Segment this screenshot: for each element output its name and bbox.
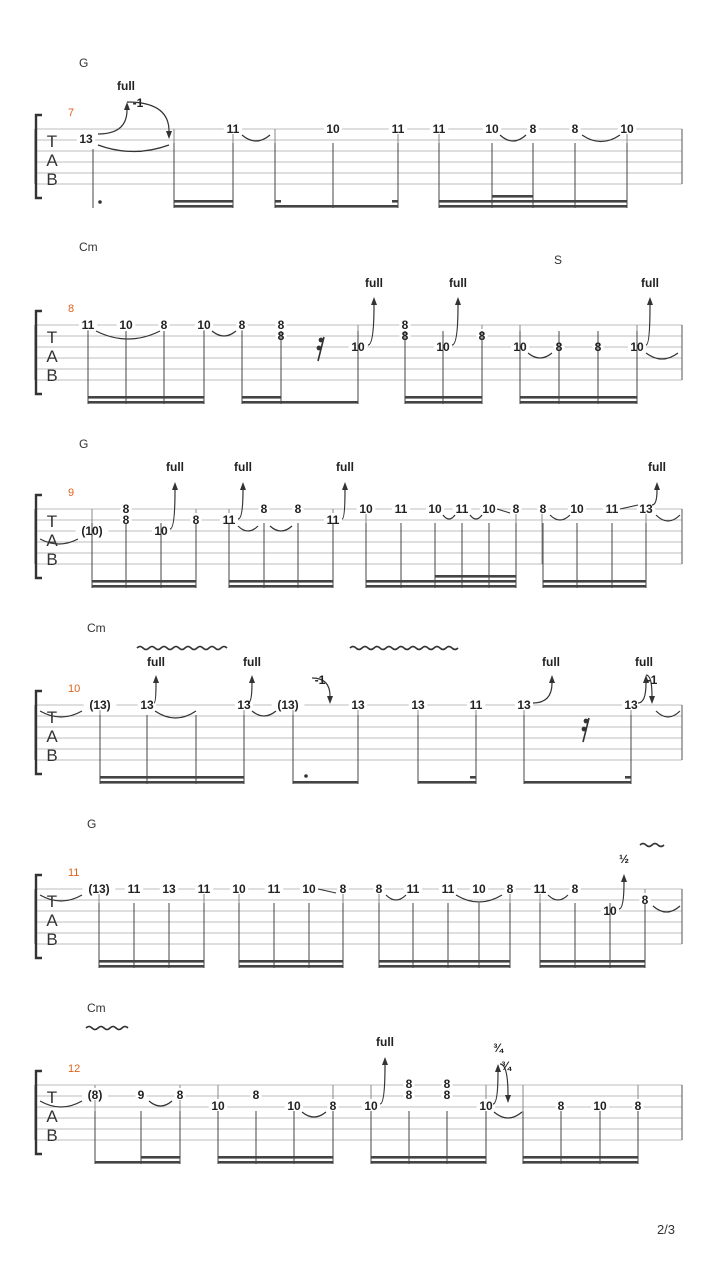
bend-arrowhead: [124, 102, 130, 110]
fret-number: 11: [326, 513, 340, 527]
fret-number: 8: [405, 1088, 413, 1102]
bend-label: full: [365, 276, 383, 290]
note-beam: [625, 776, 631, 779]
fret-number: 8: [594, 340, 602, 354]
note-beam: [379, 965, 510, 968]
note-beam: [392, 200, 398, 203]
note-beam: [540, 960, 645, 963]
vibrato-mark: [640, 844, 664, 847]
note-beam: [439, 205, 627, 208]
release-arrowhead: [166, 131, 172, 139]
fret-number: 13: [517, 698, 531, 712]
note-beam: [92, 580, 196, 583]
fret-number: 10: [302, 882, 316, 896]
vibrato-mark: [350, 647, 458, 650]
bend-label: full: [635, 655, 653, 669]
system-bracket: [36, 875, 42, 958]
tab-clef-b: B: [46, 366, 58, 385]
tab-clef-t: T: [46, 708, 58, 727]
tab-clef-b: B: [46, 170, 58, 189]
bend-arrowhead: [455, 297, 461, 305]
fret-number: 11: [406, 882, 420, 896]
dot: [98, 200, 102, 204]
note-beam: [242, 401, 358, 404]
tab-clef-t: T: [46, 1088, 58, 1107]
bend-label: full: [542, 655, 560, 669]
fret-number: 11: [222, 513, 236, 527]
tab-clef-t: T: [46, 512, 58, 531]
measure-number: 12: [68, 1063, 81, 1075]
note-beam: [439, 200, 627, 203]
fret-number: 11: [441, 882, 455, 896]
note-beam: [88, 401, 204, 404]
fret-number: 13: [624, 698, 638, 712]
note-beam: [524, 781, 631, 784]
note-beam: [174, 205, 233, 208]
fret-number: 8: [443, 1077, 451, 1091]
fret-number: 10: [197, 318, 211, 332]
note-beam: [435, 575, 516, 578]
tie-arc: [443, 515, 455, 519]
chord-label: Cm: [87, 621, 106, 635]
fret-number: 10: [359, 502, 373, 516]
fret-number: 13: [411, 698, 425, 712]
fret-number: 9: [137, 1088, 145, 1102]
fret-number: 10: [428, 502, 442, 516]
fret-number: 8: [329, 1099, 337, 1113]
tab-clef-a: A: [46, 727, 58, 746]
fret-number: 11: [197, 882, 211, 896]
fret-number: 10: [570, 502, 584, 516]
note-beam: [418, 781, 476, 784]
tab-clef-a: A: [46, 531, 58, 550]
tie-arc: [96, 331, 160, 339]
vibrato-mark: [86, 1027, 128, 1030]
note-beam: [100, 781, 244, 784]
fret-number: 11: [432, 122, 446, 136]
bend-label: full: [234, 460, 252, 474]
bend-label: ½: [618, 852, 630, 866]
fret-number: 8: [192, 513, 200, 527]
system-bracket: [36, 495, 42, 578]
note-beam: [239, 965, 343, 968]
release-arrowhead: [327, 696, 333, 704]
measure-number: 9: [68, 487, 75, 499]
fret-number: 10: [364, 1099, 378, 1113]
note-beam: [275, 205, 398, 208]
note-beam: [520, 396, 637, 399]
fret-number: 10: [351, 340, 365, 354]
tie-arc: [494, 1112, 522, 1118]
fret-number: 10: [485, 122, 499, 136]
note-beam: [218, 1156, 333, 1159]
bend-label: -1: [314, 673, 326, 687]
slide-line: [620, 505, 638, 509]
fret-number: 8: [443, 1088, 451, 1102]
page-number: 2/3: [656, 1222, 676, 1237]
fret-number: 13: [140, 698, 154, 712]
chord-label: G: [87, 817, 97, 831]
rest-dot: [317, 346, 322, 351]
fret-number: 8: [160, 318, 168, 332]
dot: [304, 774, 308, 778]
note-beam: [523, 1156, 638, 1159]
bend-label: -1: [132, 96, 144, 110]
note-beam: [92, 585, 196, 588]
fret-number: 11: [81, 318, 95, 332]
fret-number: (10): [81, 524, 103, 538]
bend-label: full: [147, 655, 165, 669]
note-beam: [405, 401, 482, 404]
fret-number: (13): [277, 698, 299, 712]
tab-clef-b: B: [46, 746, 58, 765]
rest-dot: [582, 727, 587, 732]
fret-number: 13: [79, 132, 93, 146]
fret-number: 8: [529, 122, 537, 136]
note-beam: [141, 1156, 180, 1159]
bend-label: full: [376, 1035, 394, 1049]
fret-number: 8: [571, 882, 579, 896]
tie-arc: [548, 895, 568, 900]
tab-clef-b: B: [46, 550, 58, 569]
bend-arrowhead: [621, 874, 627, 882]
fret-number: 8: [375, 882, 383, 896]
fret-number: 8: [176, 1088, 184, 1102]
tab-clef-a: A: [46, 1107, 58, 1126]
fret-number: 10: [482, 502, 496, 516]
vibrato-mark: [137, 647, 227, 650]
fret-number: 8: [277, 329, 285, 343]
fret-number: 13: [237, 698, 251, 712]
bend-curve: [533, 683, 552, 703]
tie-arc: [270, 526, 292, 531]
note-beam: [229, 580, 333, 583]
fret-number: 13: [162, 882, 176, 896]
fret-number: 11: [391, 122, 405, 136]
bend-arrowhead: [371, 297, 377, 305]
bend-arrowhead: [654, 482, 660, 490]
bend-label: ¾: [500, 1059, 512, 1073]
bend-arrowhead: [240, 482, 246, 490]
fret-number: 8: [512, 502, 520, 516]
note-beam: [366, 580, 516, 583]
tie-arc: [528, 353, 552, 358]
fret-number: (13): [89, 698, 111, 712]
tab-clef-t: T: [46, 892, 58, 911]
note-beam: [371, 1161, 486, 1164]
fret-number: 11: [605, 502, 619, 516]
tie-arc: [149, 1101, 172, 1106]
fret-number: 13: [351, 698, 365, 712]
fret-number: 8: [260, 502, 268, 516]
fret-number: 8: [238, 318, 246, 332]
chord-label: G: [79, 437, 89, 451]
bend-label: full: [336, 460, 354, 474]
bend-arrowhead: [342, 482, 348, 490]
system-bracket: [36, 691, 42, 774]
chord-label: G: [79, 56, 89, 70]
fret-number: 8: [122, 513, 130, 527]
fret-number: 11: [533, 882, 547, 896]
fret-number: 8: [641, 893, 649, 907]
note-beam: [293, 781, 358, 784]
note-beam: [405, 396, 482, 399]
fret-number: (8): [87, 1088, 103, 1102]
tie-arc: [212, 331, 236, 336]
note-beam: [523, 1161, 638, 1164]
release-arrowhead: [505, 1095, 511, 1103]
bend-arrowhead: [647, 297, 653, 305]
tie-arc: [582, 135, 620, 142]
bend-label: full: [648, 460, 666, 474]
tab-clef-a: A: [46, 151, 58, 170]
fret-number: 11: [267, 882, 281, 896]
fret-number: 8: [571, 122, 579, 136]
fret-number: 8: [634, 1099, 642, 1113]
note-beam: [492, 195, 533, 198]
note-beam: [242, 396, 281, 399]
fret-number: 8: [401, 329, 409, 343]
bend-arrowhead: [382, 1057, 388, 1065]
tie-arc: [550, 515, 570, 520]
note-beam: [100, 776, 244, 779]
bend-label: full: [449, 276, 467, 290]
fret-number: 10: [232, 882, 246, 896]
note-beam: [239, 960, 343, 963]
note-beam: [520, 401, 637, 404]
fret-number: 10: [620, 122, 634, 136]
fret-number: 11: [127, 882, 141, 896]
fret-number: 8: [539, 502, 547, 516]
bend-curve: [342, 490, 345, 519]
fret-number: 11: [455, 502, 469, 516]
fret-number: 8: [506, 882, 514, 896]
bend-arrowhead: [549, 675, 555, 683]
fret-number: 8: [277, 318, 285, 332]
tie-arc: [252, 711, 276, 716]
tab-clef-t: T: [46, 132, 58, 151]
note-beam: [218, 1161, 333, 1164]
system-bracket: [36, 311, 42, 394]
bend-curve: [98, 110, 127, 134]
rest-dot: [319, 338, 324, 343]
section-marker: S: [553, 253, 563, 267]
fret-number: 8: [405, 1077, 413, 1091]
bend-label: full: [243, 655, 261, 669]
note-beam: [99, 965, 204, 968]
tab-clef-t: T: [46, 328, 58, 347]
tab-clef-b: B: [46, 930, 58, 949]
measure-number: 7: [68, 107, 75, 119]
fret-number: 10: [154, 524, 168, 538]
bend-arrowhead: [153, 675, 159, 683]
system-bracket: [36, 115, 42, 198]
bend-arrowhead: [172, 482, 178, 490]
tie-arc: [238, 526, 258, 531]
note-beam: [540, 965, 645, 968]
fret-number: 8: [122, 502, 130, 516]
release-arrowhead: [649, 696, 655, 704]
fret-number: 10: [436, 340, 450, 354]
fret-number: 8: [294, 502, 302, 516]
bend-arrowhead: [249, 675, 255, 683]
tab-clef-b: B: [46, 1126, 58, 1145]
fret-number: 10: [603, 904, 617, 918]
fret-number: 10: [326, 122, 340, 136]
tab-clef-a: A: [46, 911, 58, 930]
tie-arc: [470, 515, 482, 519]
fret-number: 10: [593, 1099, 607, 1113]
note-beam: [470, 776, 476, 779]
measure-number: 11: [68, 867, 80, 879]
note-beam: [379, 960, 510, 963]
bend-curve: [238, 490, 243, 519]
fret-number: 10: [287, 1099, 301, 1113]
rest-dot: [584, 719, 589, 724]
tab-clef-a: A: [46, 347, 58, 366]
note-beam: [275, 200, 281, 203]
bend-label: full: [166, 460, 184, 474]
note-beam: [543, 585, 646, 588]
fret-number: 10: [513, 340, 527, 354]
fret-number: 10: [211, 1099, 225, 1113]
fret-number: 8: [478, 329, 486, 343]
note-beam: [99, 960, 204, 963]
bend-label: full: [641, 276, 659, 290]
fret-number: 10: [630, 340, 644, 354]
measure-number: 8: [68, 303, 75, 315]
bend-label: full: [117, 79, 135, 93]
bend-curve: [619, 882, 624, 909]
note-beam: [95, 1161, 180, 1164]
tie-arc: [155, 711, 196, 718]
measure-number: 10: [68, 683, 81, 695]
fret-number: (13): [88, 882, 110, 896]
slide-line: [497, 509, 510, 513]
bend-label: ¾: [492, 1041, 504, 1055]
tie-arc: [302, 1112, 326, 1117]
fret-number: 11: [469, 698, 483, 712]
note-beam: [174, 200, 233, 203]
fret-number: 13: [639, 502, 653, 516]
note-beam: [366, 585, 516, 588]
chord-label: Cm: [79, 240, 98, 254]
fret-number: 8: [555, 340, 563, 354]
note-beam: [371, 1156, 486, 1159]
fret-number: 8: [557, 1099, 565, 1113]
fret-number: 8: [339, 882, 347, 896]
system-bracket: [36, 1071, 42, 1154]
fret-number: 10: [472, 882, 486, 896]
slide-line: [318, 889, 336, 893]
fret-number: 11: [226, 122, 240, 136]
bend-label: -1: [646, 673, 658, 687]
fret-number: 11: [394, 502, 408, 516]
tie-arc: [386, 895, 406, 900]
fret-number: 10: [479, 1099, 493, 1113]
fret-number: 8: [401, 318, 409, 332]
note-beam: [543, 580, 646, 583]
note-beam: [88, 396, 204, 399]
tie-arc: [456, 895, 502, 902]
fret-number: 10: [119, 318, 133, 332]
chord-label: Cm: [87, 1001, 106, 1015]
fret-number: 8: [252, 1088, 260, 1102]
note-beam: [229, 585, 333, 588]
